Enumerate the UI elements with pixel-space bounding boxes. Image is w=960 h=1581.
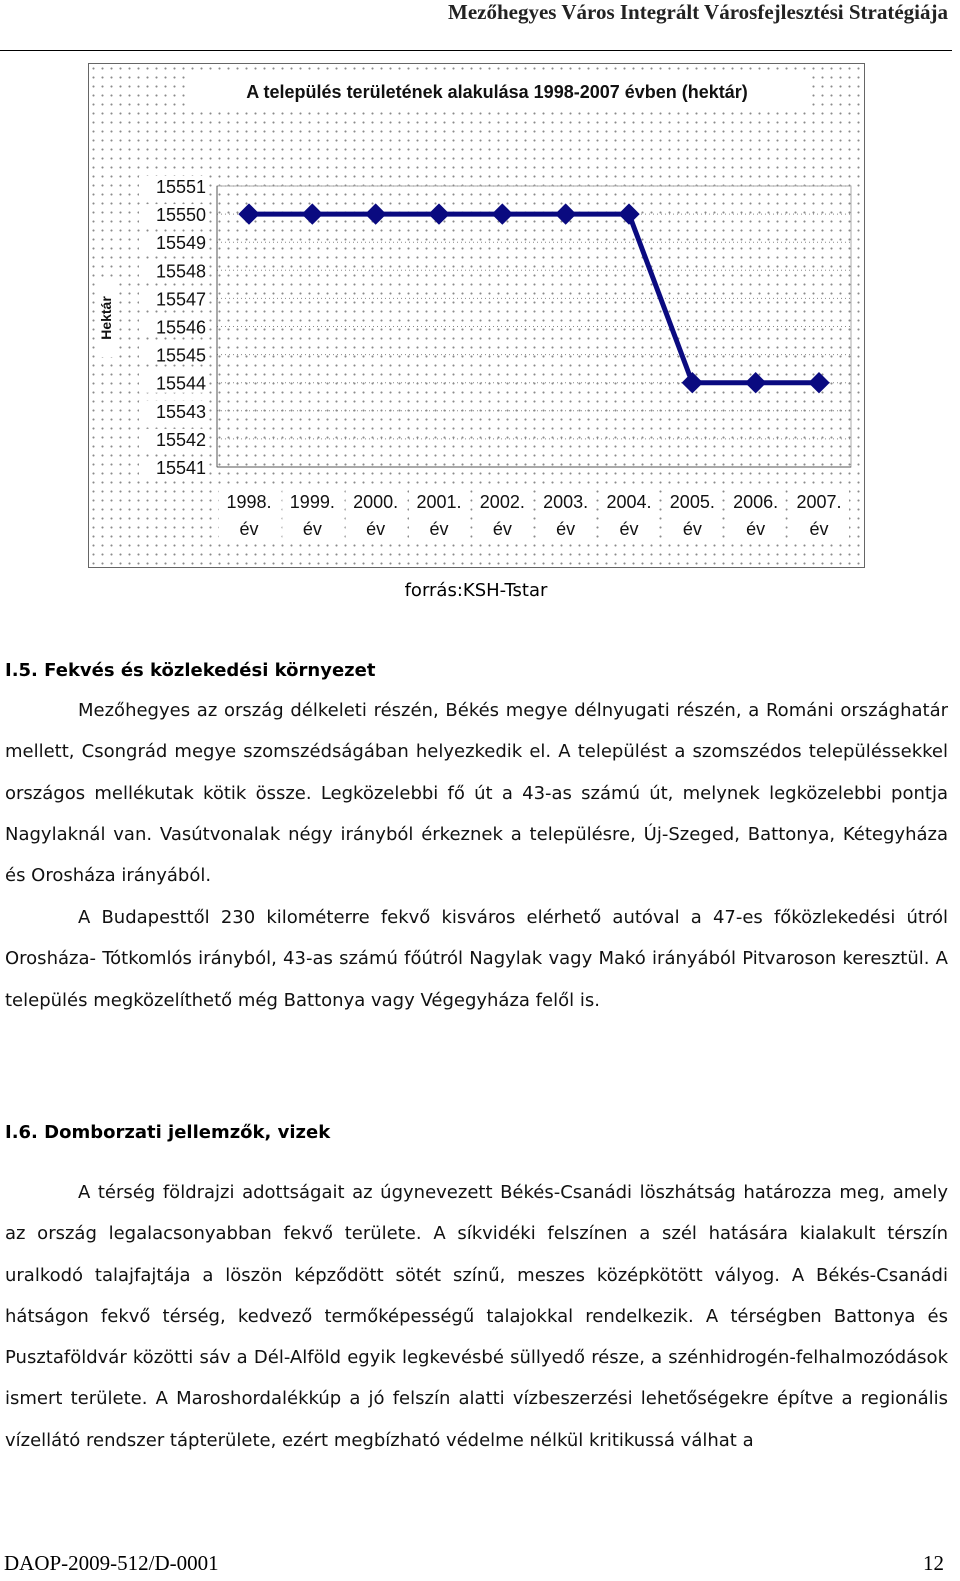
data-point (366, 204, 386, 224)
x-tick-label: 2006. (733, 492, 779, 512)
y-tick-label: 15544 (155, 373, 206, 394)
data-point (682, 373, 702, 393)
data-point (239, 204, 259, 224)
y-tick-label: 15546 (155, 317, 206, 338)
x-tick-label: év (239, 519, 259, 539)
y-tick-label: 15547 (155, 289, 206, 310)
y-tick-label: 15549 (155, 233, 206, 254)
data-point (302, 204, 322, 224)
x-tick-label: 1998. (226, 492, 272, 512)
x-tick-label: év (302, 519, 322, 539)
x-tick-label: 2007. (796, 492, 842, 512)
x-tick-label: 2001. (416, 492, 462, 512)
x-tick-label: 1999. (289, 492, 335, 512)
chart-svg (89, 64, 864, 567)
x-tick-label: 2005. (669, 492, 715, 512)
x-tick-label: év (809, 519, 829, 539)
x-tick-label: év (429, 519, 449, 539)
footer-document-id: DAOP-2009-512/D-0001 (4, 1551, 219, 1575)
document-title: Mezőhegyes Város Integrált Városfejlesztési Stratégiája (448, 0, 948, 24)
data-point (429, 204, 449, 224)
x-tick-label: év (366, 519, 386, 539)
footer-page-number: 12 (923, 1551, 944, 1575)
x-tick-label: 2003. (543, 492, 589, 512)
y-tick-label: 15541 (155, 458, 206, 478)
data-point (492, 204, 512, 224)
page-header (0, 0, 952, 51)
y-tick-label: 15550 (155, 205, 206, 226)
x-tick-label: 2002. (479, 492, 525, 512)
y-tick-label: 15542 (155, 429, 206, 450)
y-tick-label: 15548 (155, 261, 206, 282)
x-tick-label: év (492, 519, 512, 539)
section-1-paragraph-2: A Budapesttől 230 kilométerre fekvő kisváros elérhető autóval a 47-es főközlekedési útról Orosháza- Tótkomlós irányból, 43-as számú főútról Nagylak vagy Makó irányából Pitvaroson keresztül. A település megközelíthető még Battonya vagy Végegyháza felől is. (5, 907, 948, 1011)
line-chart (88, 63, 865, 568)
x-tick-label: év (682, 519, 702, 539)
data-point (619, 204, 639, 224)
y-tick-label: 15551 (155, 177, 206, 197)
y-axis-label: Hektár (98, 296, 114, 340)
section-heading-1: I.5. Fekvés és közlekedési környezet (5, 660, 376, 681)
data-point (809, 373, 829, 393)
x-tick-label: év (556, 519, 576, 539)
x-tick-label: 2000. (353, 492, 399, 512)
chart-source: forrás:KSH-Tstar (404, 580, 548, 601)
section-1-paragraph-1: Mezőhegyes az ország délkeleti részén, Békés megye délnyugati részén, a Románi országhatár mellett, Csongrád megye szomszédságában helyezkedik el. A települést a szomszédos településsekkel országos mellékutak kötik össze. Legközelebbi fő út a 43-as számú út, melynek legközelebbi pontja Nagylaknál van. Vasútvonalak négy irányból érkeznek a településre, Új-Szeged, Battonya, Kétegyháza és Orosháza irányából. (5, 700, 948, 887)
section-heading-2: I.6. Domborzati jellemzők, vizek (5, 1122, 331, 1143)
data-point (556, 204, 576, 224)
y-tick-label: 15543 (155, 401, 206, 422)
data-point (746, 373, 766, 393)
y-tick-label: 15545 (155, 345, 206, 366)
x-tick-label: 2004. (606, 492, 652, 512)
x-tick-label: év (746, 519, 766, 539)
x-tick-label: év (619, 519, 639, 539)
chart-title: A település területének alakulása 1998-2007 évben (hektár) (246, 82, 748, 102)
section-2-paragraph-1: A térség földrajzi adottságait az úgynevezett Békés-Csanádi löszhátság határozza meg, amely az ország legalacsonyabban fekvő területe. A síkvidéki felszínen a szél hatására kialakult térszín uralkodó talajfajtája a löszön képződött sötét színű, meszes középkötött vályog. A Békés-Csanádi hátságon fekvő térség, kedvező termőképességű talajokkal rendelkezik. A térségben Battonya és Pusztaföldvár közötti sáv a Dél-Alföld egyik legkevésbé süllyedő része, a szénhidrogén-felhalmozódások ismert területe. A Maroshordalékkúp a jó felszín alatti vízbeszerzési lehetőségekre építve a regionális vízellátó rendszer tápterülete, ezért megbízható védelme nélkül kritikussá válhat a (5, 1182, 948, 1451)
